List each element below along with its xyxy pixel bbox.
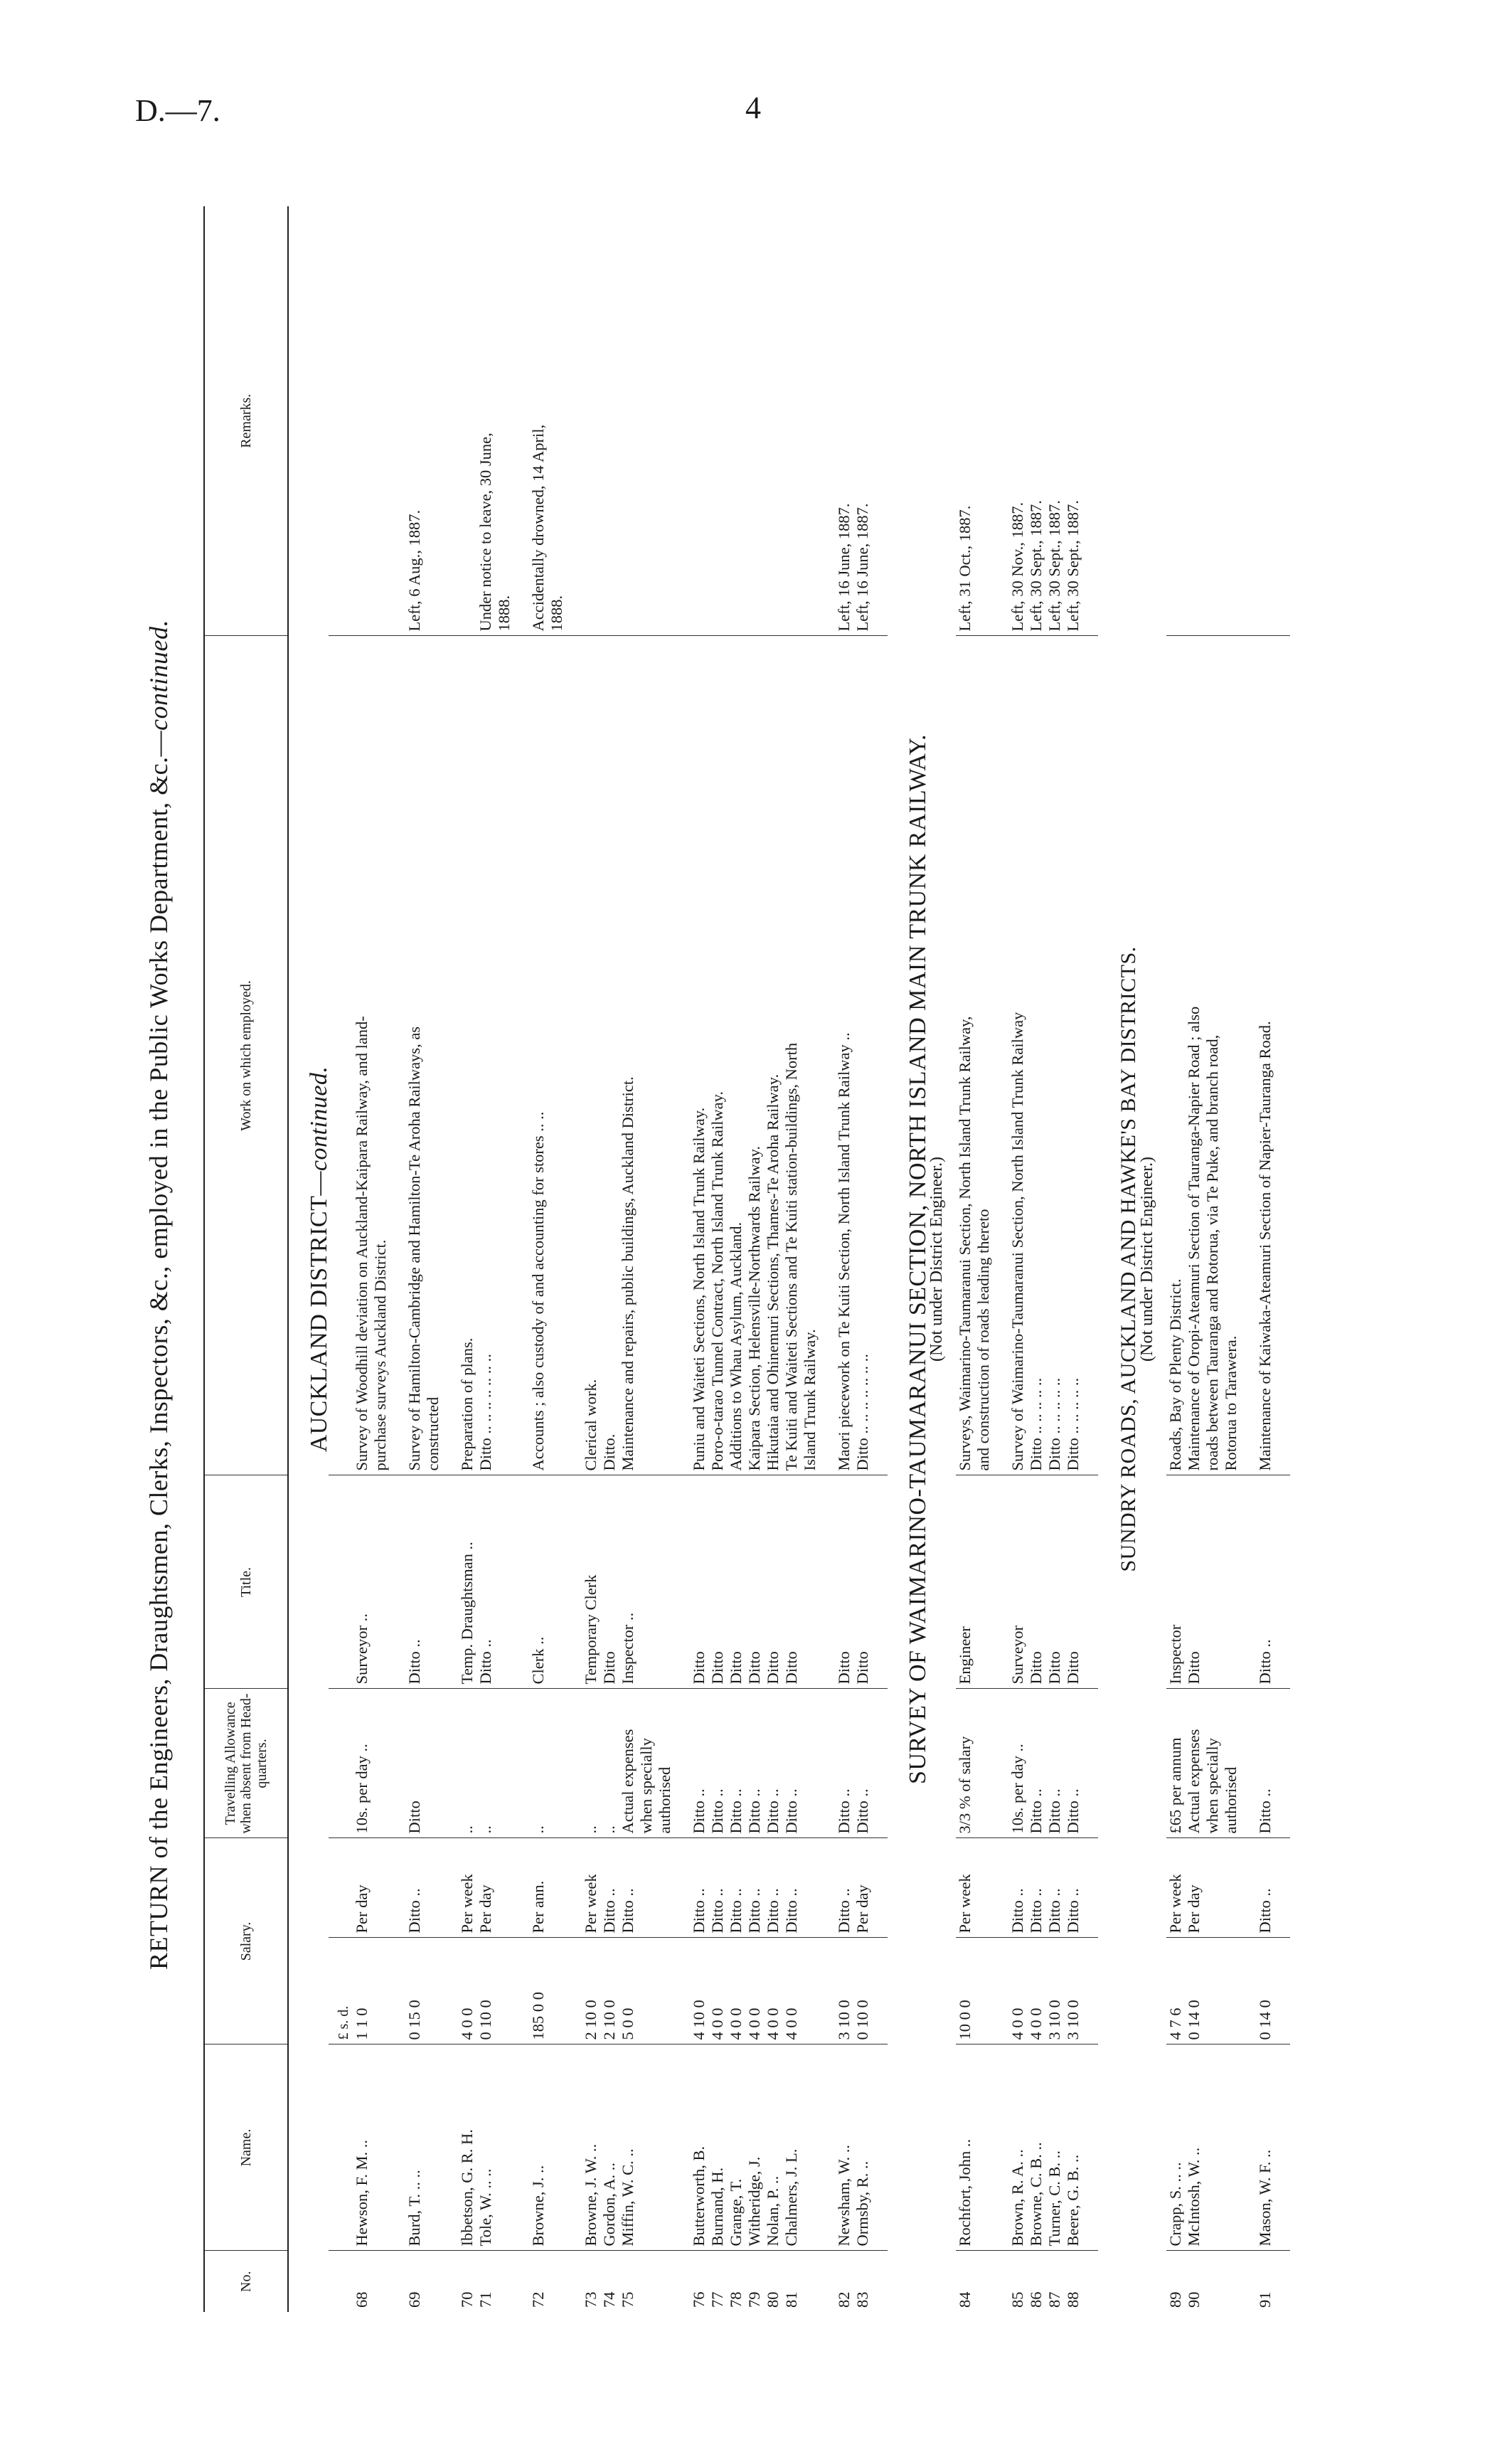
section-heading [288, 206, 332, 2312]
salary-period: Per week Per day [1166, 1838, 1240, 1938]
section-heading [888, 206, 931, 2312]
empty-cell [513, 2251, 529, 2312]
empty-cell [872, 2251, 888, 2312]
empty-cell [390, 206, 405, 636]
salary-amount: 185 0 0 [529, 1938, 566, 2044]
empty-cell [1274, 1838, 1290, 1938]
salary-period: Ditto .. Ditto .. Ditto .. Ditto .. [1008, 1838, 1082, 1938]
empty-cell [993, 1689, 1008, 1838]
empty-cell [329, 1838, 353, 1938]
empty-cell [442, 206, 458, 636]
empty-cell [513, 1838, 529, 1938]
travelling-allowance: 3/3 % of salary [956, 1689, 993, 1838]
empty-cell [442, 1938, 458, 2044]
work-description: Clerical work. Ditto. Maintenance and repairs, public buildings, Auckland District. [582, 636, 674, 1475]
row-gap [1082, 206, 1098, 2312]
table-row [1008, 206, 1082, 2312]
empty-cell [513, 2044, 529, 2251]
salary-amount: 2 10 0 2 10 0 5 0 0 [582, 1938, 674, 2044]
remarks [1166, 206, 1240, 636]
empty-cell [390, 2251, 405, 2312]
remarks: Left, 16 June, 1887. Left, 16 June, 1887. [835, 503, 871, 632]
empty-cell [1082, 2251, 1098, 2312]
row-gap [872, 206, 888, 2312]
empty-cell [993, 636, 1008, 1475]
table-title-main: RETURN of the Engineers, Draughtsmen, Clerks, Inspectors, &c., employed in the Public Works Department, &c.— [144, 730, 173, 1971]
empty-cell [1082, 1689, 1098, 1838]
empty-cell [390, 1689, 405, 1838]
employee-title: Ditto .. [405, 1475, 442, 1689]
empty-cell [329, 636, 353, 1475]
work-description: Roads, Bay of Plenty District. Maintenance of Oropi-Ateamuri Section of Tauranga-Napier Road ; also roads between Tauranga and Rotorua, via Te Puke, and branch road, Rotorua to Tarawera. [1166, 636, 1240, 1475]
remarks [582, 206, 674, 636]
empty-cell [566, 2251, 582, 2312]
employee-title: Temporary Clerk Ditto Inspector .. [582, 1475, 674, 1689]
work-description: Surveys, Waimarino-Taumaranui Section, North Island Trunk Railway, and construction of roads leading thereto [956, 636, 993, 1475]
table-title [144, 277, 174, 2312]
empty-cell [442, 1689, 458, 1838]
employee-name: Browne, J. .. [529, 2044, 566, 2251]
salary-amount: 0 15 0 [405, 1938, 442, 2044]
empty-cell [1274, 636, 1290, 1475]
empty-cell [442, 1838, 458, 1938]
travelling-allowance: .. .. Actual expenses when specially authorised [582, 1689, 674, 1838]
empty-cell [1240, 206, 1256, 636]
employee-title: Surveyor .. [353, 1475, 390, 1689]
empty-cell [390, 636, 405, 1475]
employee-title: Engineer [956, 1475, 993, 1689]
empty-cell [674, 2251, 690, 2312]
table-title-continued: continued. [144, 619, 173, 731]
empty-cell [1274, 206, 1290, 636]
salary-amount: 4 0 0 4 0 0 3 10 0 3 10 0 [1008, 1938, 1082, 2044]
work-description: Accounts ; also custody of and accounting for stores .. .. [529, 636, 566, 1475]
empty-cell [819, 2044, 835, 2251]
empty-cell [819, 1938, 835, 2044]
employee-title: Clerk .. [529, 1475, 566, 1689]
empty-cell [390, 1838, 405, 1938]
salary-amount: 0 14 0 [1256, 1938, 1274, 2044]
salary-period: Ditto .. Ditto .. Ditto .. Ditto .. Ditto .. Ditto .. [690, 1838, 819, 1938]
empty-cell [674, 636, 690, 1475]
empty-cell [566, 206, 582, 636]
work-description: Maori piecework on Te Kuiti Section, North Island Trunk Railway .. Ditto .. .. .. .. .. .. .. [835, 636, 872, 1475]
col-salary: Salary. [204, 1838, 288, 2044]
table-row [582, 206, 674, 2312]
row-number: 89 90 [1166, 2251, 1240, 2312]
col-no: No. [204, 2251, 288, 2312]
remarks: Left, 6 Aug., 1887. [405, 509, 423, 632]
salary-period: Per day [353, 1838, 390, 1938]
empty-cell [1082, 1838, 1098, 1938]
empty-cell [1082, 1938, 1098, 2044]
work-description: Survey of Woodhill deviation on Auckland-Kaipara Railway, and land- purchase surveys Auckland District. [353, 636, 390, 1475]
header-row [204, 206, 288, 2312]
table-row [1166, 206, 1240, 2312]
travelling-allowance: .. [529, 1689, 566, 1838]
remarks [1256, 206, 1274, 636]
remarks: Left, 30 Nov., 1887. Left, 30 Sept., 1887. Left, 30 Sept., 1887. Left, 30 Sept., 1887. [1008, 500, 1082, 632]
section-heading-text: AUCKLAND DISTRICT— [306, 1171, 332, 1453]
work-description: Preparation of plans. Ditto .. .. .. .. .. .. .. [458, 636, 513, 1475]
empty-cell [1240, 1475, 1256, 1689]
work-description: Survey of Waimarino-Taumaranui Section, North Island Trunk Railway Ditto .. .. .. .. .. Ditto .. .. .. .. .. Ditto .. .. .. .. .. [1008, 636, 1082, 1475]
employee-title: Temp. Draughtsman .. Ditto .. [458, 1475, 513, 1689]
employee-name: Crapp, S. .. .. McIntosh, W. .. [1166, 2044, 1240, 2251]
empty-cell [329, 1689, 353, 1838]
row-number: 84 [956, 2251, 993, 2312]
document-reference: D.—7. [135, 93, 220, 128]
salary-period: Ditto .. [405, 1838, 442, 1938]
empty-cell [819, 636, 835, 1475]
section-sub-row [927, 206, 956, 2312]
empty-cell [442, 636, 458, 1475]
empty-cell [566, 2044, 582, 2251]
row-number: 82 83 [835, 2251, 872, 2312]
section-subheading: (Not under District Engineer.) [927, 1157, 946, 1362]
empty-cell [513, 636, 529, 1475]
empty-cell [819, 1475, 835, 1689]
empty-cell [566, 1475, 582, 1689]
employee-name: Browne, J. W. .. Gordon, A. .. Miffin, W. C. .. [582, 2044, 674, 2251]
row-number: 72 [529, 2251, 566, 2312]
empty-cell [1274, 1938, 1290, 2044]
page-number: 4 [745, 90, 761, 125]
section-heading-italic: continued. [306, 1066, 332, 1172]
empty-cell [674, 1475, 690, 1689]
row-gap [513, 206, 529, 2312]
row-number: 85 86 87 88 [1008, 2251, 1082, 2312]
section-sub-row [1138, 206, 1166, 2312]
table-row [405, 206, 442, 2312]
currency-row [329, 206, 353, 2312]
empty-cell [1240, 2251, 1256, 2312]
col-travelling: Travelling Allowance when absent from Head-quarters. [204, 1689, 288, 1838]
empty-cell [674, 206, 690, 636]
col-remarks: Remarks. [204, 206, 288, 636]
empty-cell [993, 1838, 1008, 1938]
salary-amount: 4 10 0 4 0 0 4 0 0 4 0 0 4 0 0 4 0 0 [690, 1938, 819, 2044]
table-row [529, 206, 566, 2312]
travelling-allowance: Ditto .. [1256, 1689, 1274, 1838]
empty-cell [1082, 206, 1098, 636]
empty-cell [566, 1938, 582, 2044]
col-work: Work on which employed. [204, 636, 288, 1475]
employee-name: Newsham, W. .. Ormsby, R. .. [835, 2044, 872, 2251]
section-heading-row [888, 206, 927, 2312]
empty-cell [1082, 636, 1098, 1475]
employee-name: Rochfort, John .. [956, 2044, 993, 2251]
empty-cell [819, 206, 835, 636]
table-row [458, 206, 513, 2312]
row-number: 91 [1256, 2251, 1274, 2312]
travelling-allowance: Ditto .. Ditto .. Ditto .. Ditto .. Ditto .. Ditto .. [690, 1689, 819, 1838]
empty-cell [1240, 636, 1256, 1475]
salary-amount: 3 10 0 0 10 0 [835, 1938, 872, 2044]
employee-title: Inspector Ditto [1166, 1475, 1240, 1689]
row-gap [442, 206, 458, 2312]
row-number: 68 [353, 2251, 390, 2312]
remarks [690, 206, 819, 636]
salary-period: Per ann. [529, 1838, 566, 1938]
empty-cell [872, 206, 888, 636]
work-description: Maintenance of Kaiwaka-Ateamuri Section of Napier-Tauranga Road. [1256, 636, 1274, 1475]
table-row [1256, 206, 1274, 2312]
empty-cell [1240, 1938, 1256, 2044]
employee-name: Burd, T. .. .. [405, 2044, 442, 2251]
employee-title: Surveyor Ditto Ditto Ditto [1008, 1475, 1082, 1689]
empty-cell [513, 1475, 529, 1689]
section-heading-row [288, 206, 329, 2312]
empty-cell [390, 1475, 405, 1689]
return-table [203, 206, 1290, 2312]
row-gap [1240, 206, 1256, 2312]
empty-cell [390, 1938, 405, 2044]
salary-period: Per week Per day [458, 1838, 513, 1938]
row-gap [993, 206, 1008, 2312]
empty-cell [566, 1838, 582, 1938]
empty-cell [566, 1689, 582, 1838]
salary-period: Ditto .. Per day [835, 1838, 872, 1938]
empty-cell [566, 636, 582, 1475]
table-row [690, 206, 819, 2312]
section-subheading: (Not under District Engineer.) [1138, 1157, 1156, 1362]
salary-period: Per week [956, 1838, 993, 1938]
remarks: Left, 31 Oct., 1887. [956, 505, 974, 632]
salary-period: Per week Ditto .. Ditto .. [582, 1838, 674, 1938]
section-heading-row [1098, 206, 1138, 2312]
empty-cell [1240, 1838, 1256, 1938]
employee-name: Mason, W. F. .. [1256, 2044, 1274, 2251]
row-gap [1274, 206, 1290, 2312]
travelling-allowance: Ditto [405, 1689, 442, 1838]
empty-cell [872, 2044, 888, 2251]
salary-amount: 10 0 0 [956, 1938, 993, 2044]
travelling-allowance: .. .. [458, 1689, 513, 1838]
empty-cell [993, 206, 1008, 636]
empty-cell [329, 2044, 353, 2251]
empty-cell [1240, 1689, 1256, 1838]
table-row [956, 206, 993, 2312]
empty-cell [390, 2044, 405, 2251]
empty-cell [513, 1938, 529, 2044]
empty-cell [1240, 2044, 1256, 2251]
employee-title: Ditto Ditto [835, 1475, 872, 1689]
empty-cell [329, 1475, 353, 1689]
remarks: Accidentally drowned, 14 April, 1888. [529, 424, 565, 632]
empty-cell [513, 1689, 529, 1838]
travelling-allowance: Ditto .. Ditto .. [835, 1689, 872, 1838]
empty-cell [1274, 2251, 1290, 2312]
salary-period: Ditto .. [1256, 1838, 1274, 1938]
col-name: Name. [204, 2044, 288, 2251]
work-description: Puniu and Waiteti Sections, North Island Trunk Railway. Poro-o-tarao Tunnel Contract, North Island Trunk Railway. Additions to Whau Asylum, Auckland. Kaipara Section, Helensville-Northwards Railway. Hikutaia and Ohinemuri Sections, Thames-Te Aroha Railway. Te Kuiti and Waiteti Sections and Te Kuiti station-buildings, North Island Trunk Railway. [690, 636, 819, 1475]
empty-cell [1274, 1475, 1290, 1689]
section-heading [1098, 206, 1138, 2312]
employee-name: Butterworth, B. Burnand, H. Grange, T. Witheridge, J. Nolan, P. .. Chalmers, J. L. [690, 2044, 819, 2251]
employee-name: Ibbetson, G. R. H. Tole, W. .. .. [458, 2044, 513, 2251]
empty-cell [1082, 2044, 1098, 2251]
table-body [288, 206, 1290, 2312]
row-gap [674, 206, 690, 2312]
empty-cell [674, 1689, 690, 1838]
table-row [835, 206, 872, 2312]
row-number: 76 77 78 79 80 81 [690, 2251, 819, 2312]
row-number: 70 71 [458, 2251, 513, 2312]
empty-cell [674, 1838, 690, 1938]
empty-cell [819, 1689, 835, 1838]
travelling-allowance: £65 per annum Actual expenses when specially authorised [1166, 1689, 1240, 1838]
employee-title: Ditto .. [1256, 1475, 1274, 1689]
empty-cell [674, 1938, 690, 2044]
remarks [353, 206, 390, 636]
empty-cell [329, 206, 353, 636]
employee-title: Ditto Ditto Ditto Ditto Ditto Ditto [690, 1475, 819, 1689]
empty-cell [329, 2251, 353, 2312]
travelling-allowance: 10s. per day .. Ditto .. Ditto .. Ditto .. [1008, 1689, 1082, 1838]
employee-name: Brown, R. A. .. Browne, C. B. .. Turner, C. B. .. Beere, G. B. .. [1008, 2044, 1082, 2251]
empty-cell [442, 1475, 458, 1689]
empty-cell [1274, 1689, 1290, 1838]
empty-cell [872, 636, 888, 1475]
empty-cell [513, 206, 529, 636]
empty-cell [872, 1475, 888, 1689]
empty-cell [993, 1475, 1008, 1689]
table-row [353, 206, 390, 2312]
row-number: 69 [405, 2251, 442, 2312]
empty-cell [993, 2044, 1008, 2251]
empty-cell [993, 1938, 1008, 2044]
travelling-allowance: 10s. per day .. [353, 1689, 390, 1838]
empty-cell [872, 1838, 888, 1938]
row-gap [819, 206, 835, 2312]
col-title: Title. [204, 1475, 288, 1689]
empty-cell [674, 2044, 690, 2251]
empty-cell [819, 2251, 835, 2312]
row-gap [390, 206, 405, 2312]
empty-cell [442, 2044, 458, 2251]
section-heading-text: SUNDRY ROADS, AUCKLAND AND HAWKE'S BAY DISTRICTS. [1117, 946, 1140, 1572]
section-heading-text: SURVEY OF WAIMARINO-TAUMARANUI SECTION, NORTH ISLAND MAIN TRUNK RAILWAY. [905, 733, 931, 1785]
empty-cell [872, 1938, 888, 2044]
empty-cell [1082, 1475, 1098, 1689]
empty-cell [819, 1838, 835, 1938]
empty-cell [993, 2251, 1008, 2312]
rotated-return-table [135, 164, 1274, 2312]
work-description: Survey of Hamilton-Cambridge and Hamilton-Te Aroha Railways, as constructed [405, 636, 442, 1475]
empty-cell [442, 2251, 458, 2312]
remarks: Under notice to leave, 30 June, 1888. [477, 433, 513, 632]
currency-label: £ s. d. [329, 1938, 353, 2044]
salary-amount: 4 0 0 0 10 0 [458, 1938, 513, 2044]
empty-cell [1274, 2044, 1290, 2251]
salary-amount: 4 7 6 0 14 0 [1166, 1938, 1240, 2044]
employee-name: Hewson, F. M. .. [353, 2044, 390, 2251]
row-gap [566, 206, 582, 2312]
empty-cell [872, 1689, 888, 1838]
salary-amount: 1 1 0 [353, 1938, 390, 2044]
row-number: 73 74 75 [582, 2251, 674, 2312]
